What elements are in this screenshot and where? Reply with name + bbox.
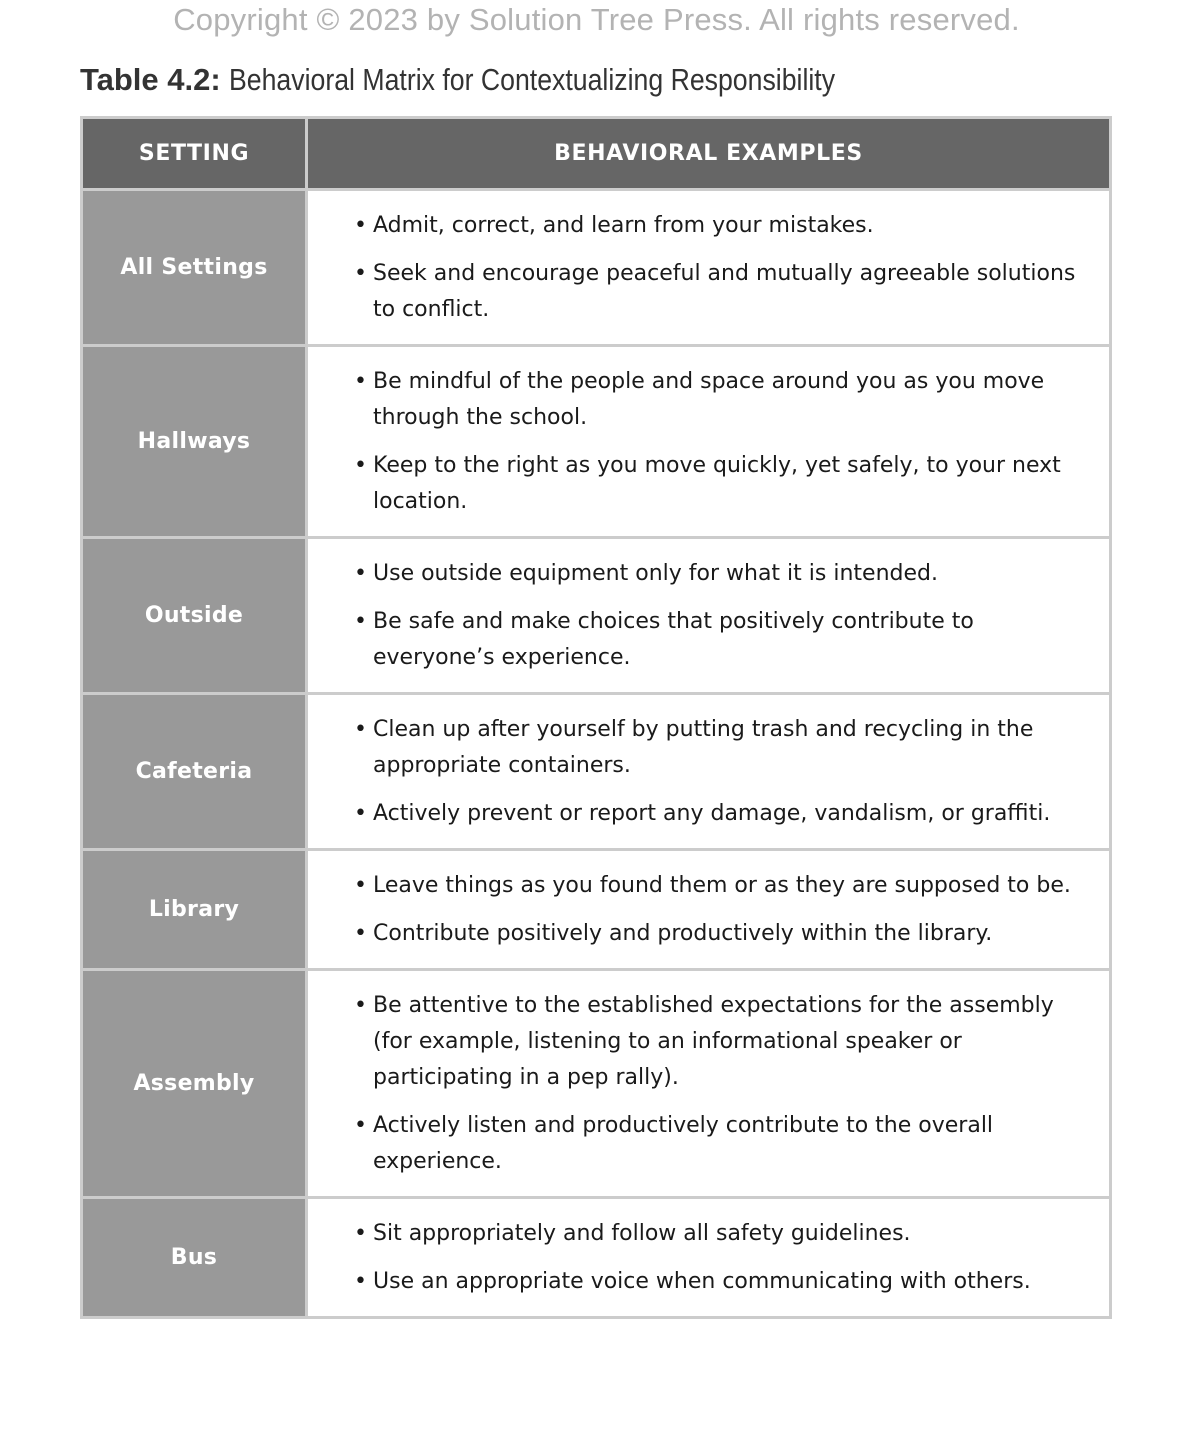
example-item: • Actively listen and productively contribute to the overall experience. bbox=[354, 1108, 1089, 1180]
example-item: • Leave things as you found them or as they are supposed to be. bbox=[354, 868, 1089, 904]
example-list bbox=[308, 971, 1109, 1196]
example-item: • Sit appropriately and follow all safety guidelines. bbox=[354, 1216, 1089, 1252]
examples-cell bbox=[307, 694, 1111, 850]
setting-cell-bus: Bus bbox=[82, 1198, 307, 1318]
examples-cell bbox=[307, 1198, 1111, 1318]
example-item: • Be mindful of the people and space around you as you move through the school. bbox=[354, 364, 1089, 436]
setting-cell-all-settings: All Settings bbox=[82, 190, 307, 346]
table-row bbox=[82, 1198, 1111, 1318]
example-item: • Actively prevent or report any damage, vandalism, or graffiti. bbox=[354, 796, 1089, 832]
example-list bbox=[308, 539, 1109, 692]
copyright-notice: Copyright © 2023 by Solution Tree Press. All rights reserved. bbox=[173, 2, 1020, 37]
column-header-behavioral-examples: BEHAVIORAL EXAMPLES bbox=[307, 118, 1111, 190]
example-item: • Be safe and make choices that positively contribute to everyone’s experience. bbox=[354, 604, 1089, 676]
setting-cell-hallways: Hallways bbox=[82, 346, 307, 538]
example-item: • Seek and encourage peaceful and mutually agreeable solutions to conflict. bbox=[354, 256, 1089, 328]
setting-cell-outside: Outside bbox=[82, 538, 307, 694]
example-list bbox=[308, 1199, 1109, 1316]
table-number: Table 4.2: bbox=[80, 62, 221, 97]
example-item: • Admit, correct, and learn from your mistakes. bbox=[354, 208, 1089, 244]
examples-cell bbox=[307, 346, 1111, 538]
example-item: • Use an appropriate voice when communicating with others. bbox=[354, 1264, 1089, 1300]
example-list bbox=[308, 695, 1109, 848]
column-header-setting: SETTING bbox=[82, 118, 307, 190]
example-list bbox=[308, 347, 1109, 536]
table-row bbox=[82, 850, 1111, 970]
example-item: • Clean up after yourself by putting trash and recycling in the appropriate containers. bbox=[354, 712, 1089, 784]
examples-cell bbox=[307, 190, 1111, 346]
examples-cell bbox=[307, 850, 1111, 970]
table-header-row bbox=[82, 118, 1111, 190]
example-item: • Contribute positively and productively within the library. bbox=[354, 916, 1089, 952]
example-list bbox=[308, 851, 1109, 968]
example-item: • Use outside equipment only for what it is intended. bbox=[354, 556, 1089, 592]
behavioral-matrix-table bbox=[80, 116, 1112, 1319]
table-row bbox=[82, 970, 1111, 1198]
setting-cell-cafeteria: Cafeteria bbox=[82, 694, 307, 850]
table-caption bbox=[80, 62, 1130, 98]
examples-cell bbox=[307, 970, 1111, 1198]
examples-cell bbox=[307, 538, 1111, 694]
table-title: Behavioral Matrix for Contextualizing Responsibility bbox=[228, 62, 835, 97]
table-row bbox=[82, 190, 1111, 346]
example-list bbox=[308, 191, 1109, 344]
setting-cell-library: Library bbox=[82, 850, 307, 970]
table-row bbox=[82, 694, 1111, 850]
table-row bbox=[82, 346, 1111, 538]
setting-cell-assembly: Assembly bbox=[82, 970, 307, 1198]
table-row bbox=[82, 538, 1111, 694]
example-item: • Keep to the right as you move quickly, yet safely, to your next location. bbox=[354, 448, 1089, 520]
example-item: • Be attentive to the established expectations for the assembly (for example, listening to an informational speaker or participating in a pep rally). bbox=[354, 988, 1089, 1096]
